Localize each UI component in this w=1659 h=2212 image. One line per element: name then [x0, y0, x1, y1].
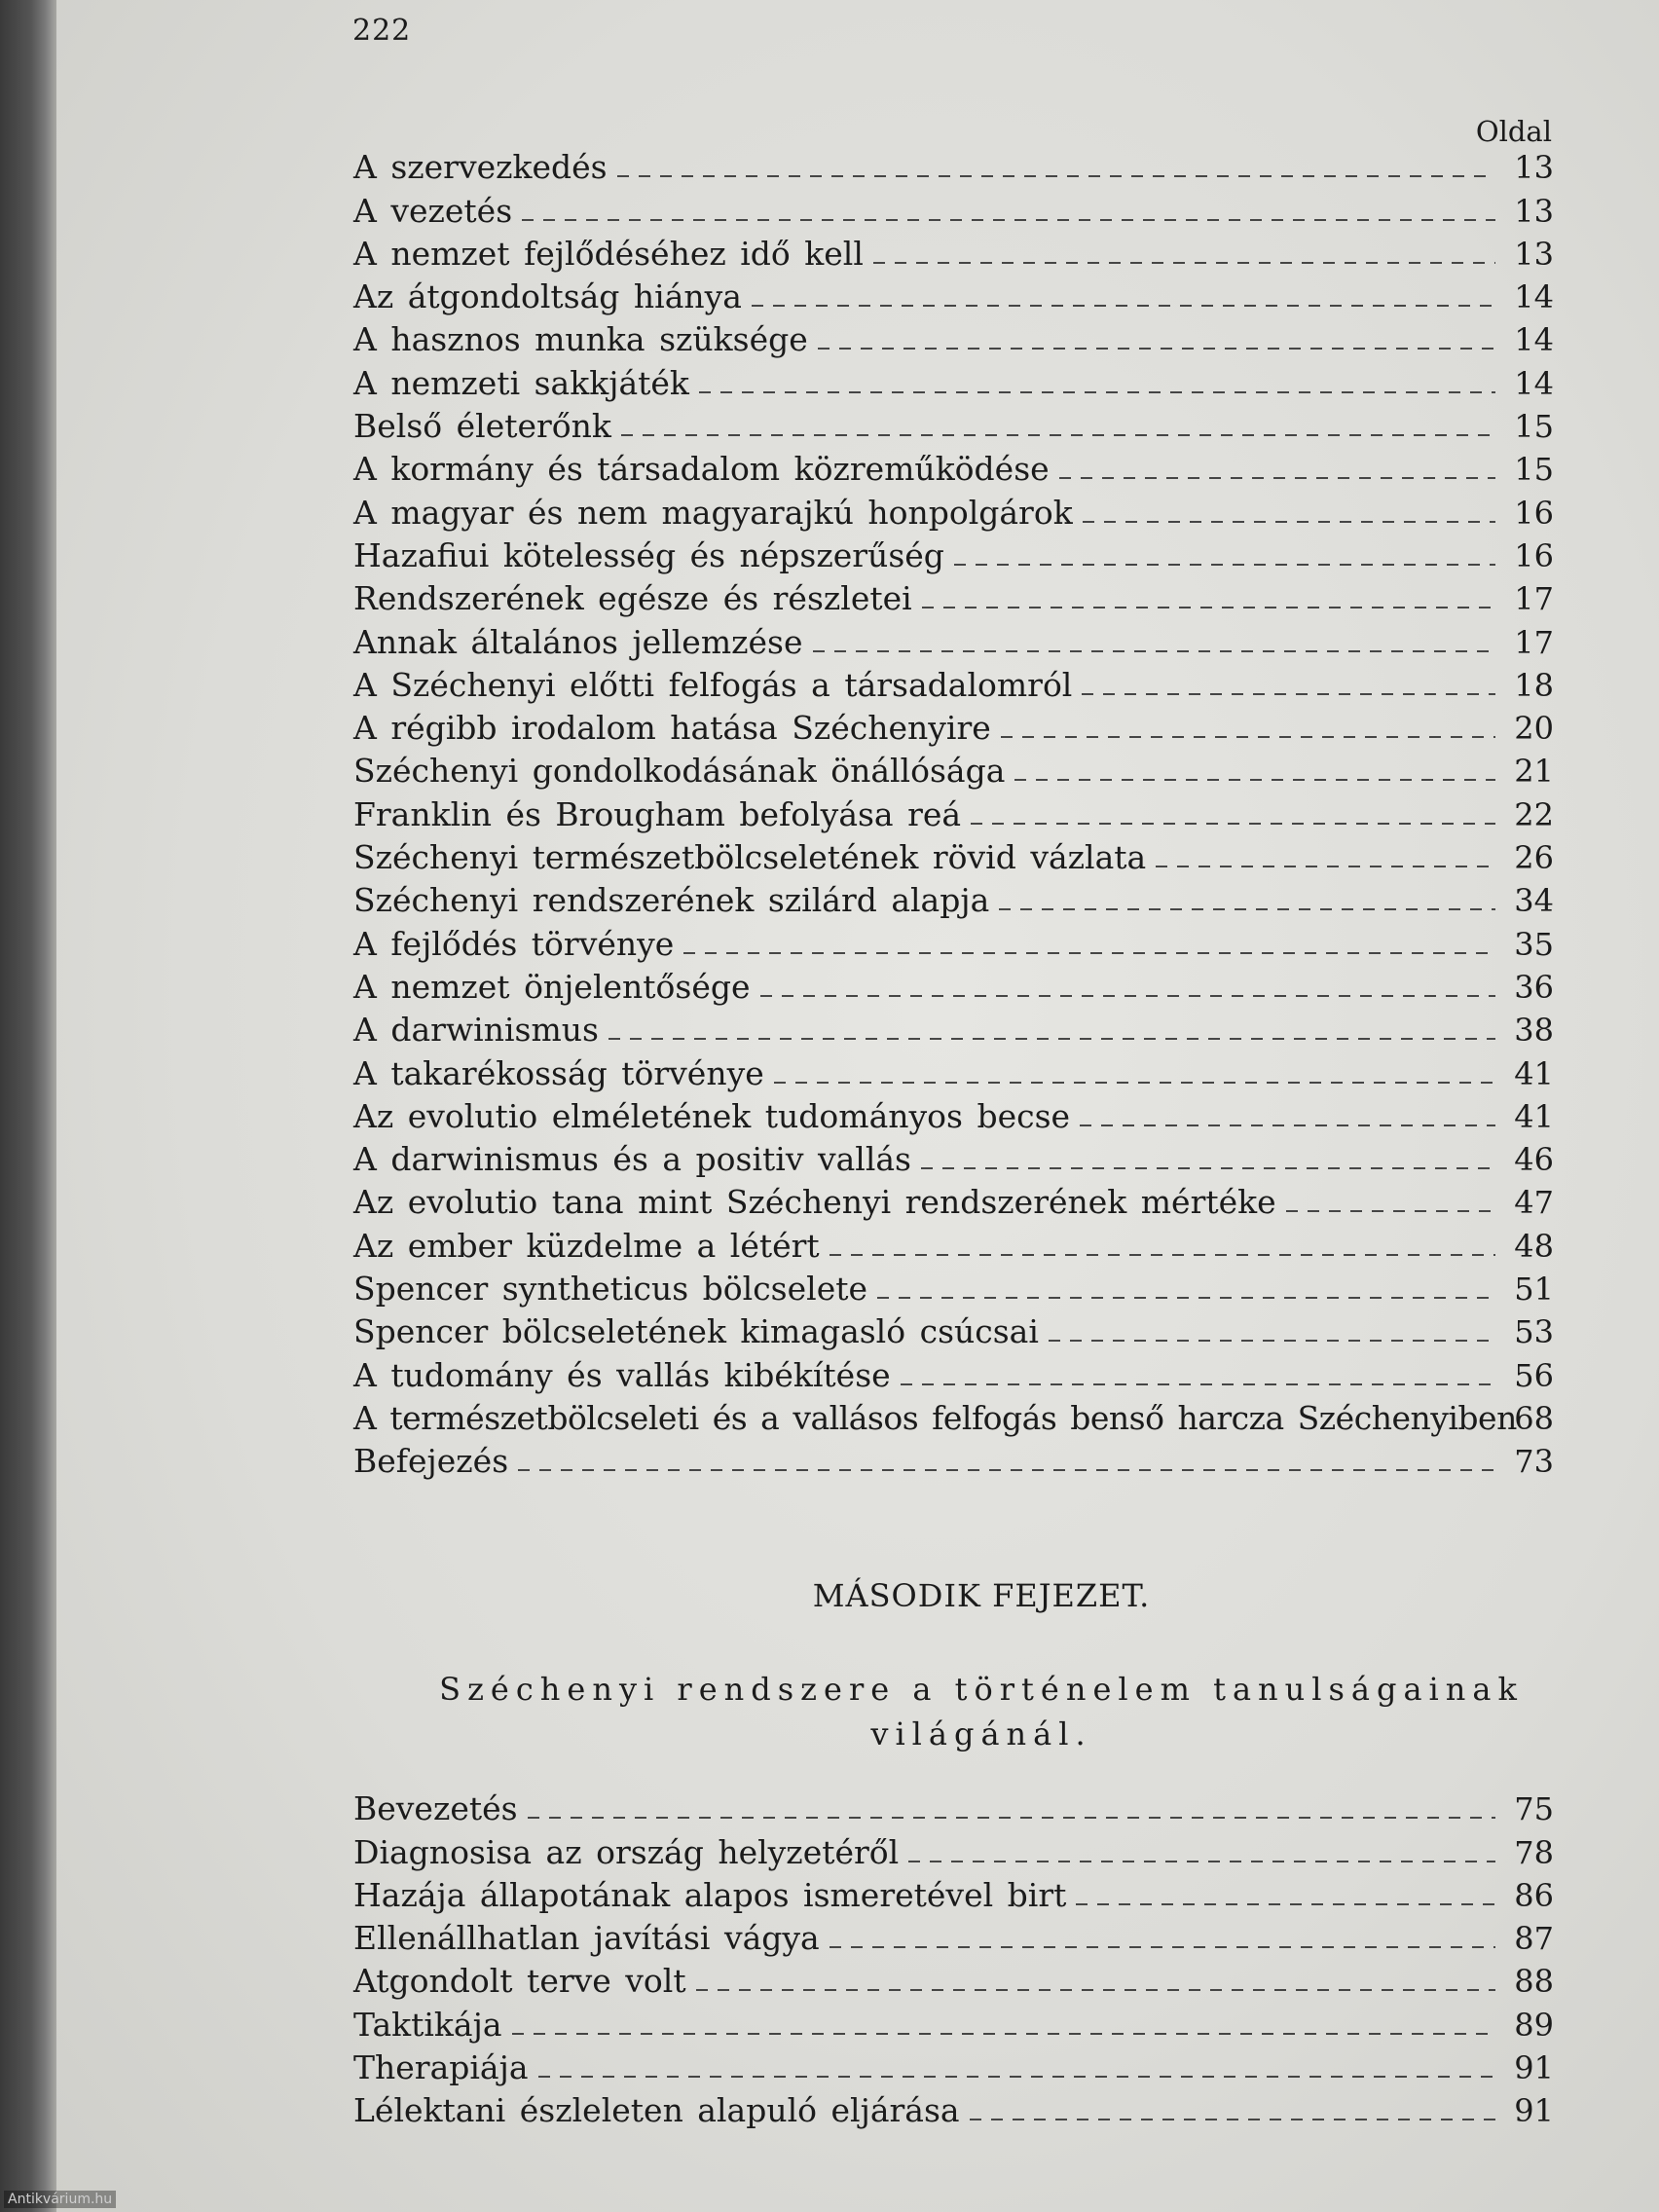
toc-entry-page: 56 [1514, 1356, 1554, 1394]
toc-entry-title: Az evolutio tana mint Széchenyi rendszerének mértéke [353, 1183, 1276, 1222]
toc-leader-dashes [538, 2076, 1495, 2078]
toc-entry-title: Franklin és Brougham befolyása reá [353, 794, 962, 833]
toc-leader-dashes [901, 1383, 1495, 1385]
toc-entry-title: Atgondolt terve volt [353, 1962, 686, 2001]
toc-leader-dashes [699, 391, 1495, 393]
toc-leader-dashes [970, 2119, 1495, 2120]
toc-entry [353, 1788, 1554, 1830]
toc-entry-page: 21 [1514, 753, 1554, 791]
toc-leader-dashes [528, 1817, 1495, 1819]
toc-entry-page: 88 [1514, 1963, 1554, 2001]
toc-leader-dashes [752, 305, 1495, 307]
toc-list-first [353, 146, 1554, 1483]
toc-entry [353, 1051, 1554, 1094]
toc-entry [353, 1310, 1554, 1353]
toc-entry-title: Az átgondoltság hiánya [353, 277, 742, 316]
toc-leader-dashes [922, 607, 1495, 608]
toc-entry [353, 707, 1554, 750]
toc-entry-title: Befejezés [353, 1442, 509, 1481]
toc-leader-dashes [1156, 866, 1495, 867]
toc-leader-dashes [818, 348, 1495, 350]
toc-entry-page: 13 [1514, 149, 1554, 187]
toc-entry-title: A Széchenyi előtti felfogás a társadalomról [353, 665, 1073, 704]
toc-entry-page: 47 [1514, 1184, 1554, 1222]
toc-entry-title: Az ember küzdelme a létért [353, 1226, 820, 1265]
toc-leader-dashes [1001, 736, 1495, 738]
toc-entry-page: 14 [1514, 364, 1554, 402]
toc-list-second [353, 1788, 1554, 2132]
toc-entry-page: 87 [1514, 1920, 1554, 1958]
toc-entry-title: Taktikája [353, 2005, 502, 2044]
toc-entry-page: 75 [1514, 1790, 1554, 1828]
toc-entry [353, 405, 1554, 448]
toc-leader-dashes [999, 908, 1495, 910]
toc-leader-dashes [1076, 1903, 1495, 1905]
toc-entry-page: 41 [1514, 1097, 1554, 1135]
toc-leader-dashes [621, 434, 1495, 436]
toc-entry [353, 189, 1554, 232]
chapter-subtitle [353, 1667, 1609, 1756]
toc-entry-page: 51 [1514, 1271, 1554, 1309]
toc-entry-title: A nemzet önjelentősége [353, 967, 751, 1006]
toc-entry-title: Hazája állapotának alapos ismeretével birt [353, 1875, 1067, 1914]
toc-entry [353, 1224, 1554, 1267]
toc-entry [353, 664, 1554, 707]
toc-entry-title: Széchenyi gondolkodásának önállósága [353, 752, 1006, 791]
toc-leader-dashes [1059, 477, 1495, 479]
toc-entry-page: 48 [1514, 1227, 1554, 1265]
toc-entry-page: 68 [1514, 1399, 1554, 1437]
toc-entry-title: Hazafiui kötelesség és népszerűség [353, 535, 944, 574]
toc-entry [353, 318, 1554, 361]
toc-entry-page: 15 [1514, 451, 1554, 489]
page-number: 222 [352, 14, 412, 48]
toc-entry [353, 1397, 1554, 1440]
toc-leader-dashes [518, 1469, 1495, 1471]
toc-entry-page: 20 [1514, 710, 1554, 748]
toc-entry-page: 15 [1514, 408, 1554, 446]
toc-entry-title: Széchenyi rendszerének szilárd alapja [353, 881, 990, 920]
toc-entry [353, 1440, 1554, 1483]
toc-leader-dashes [830, 1254, 1495, 1256]
toc-leader-dashes [1080, 1124, 1495, 1126]
toc-entry-title: Széchenyi természetbölcseletének rövid vázlata [353, 838, 1147, 877]
toc-entry-title: Therapiája [353, 2048, 529, 2087]
toc-entry-page: 14 [1514, 321, 1554, 359]
toc-entry [353, 793, 1554, 835]
chapter-heading: MÁSODIK FEJEZET. [812, 1577, 1151, 1614]
toc-entry-page: 41 [1514, 1054, 1554, 1092]
toc-leader-dashes [971, 823, 1495, 825]
toc-entry-page: 53 [1514, 1313, 1554, 1351]
toc-leader-dashes [921, 1167, 1495, 1169]
toc-leader-dashes [760, 995, 1495, 997]
toc-entry-title: A darwinismus és a positiv vallás [353, 1140, 911, 1179]
toc-entry-page: 14 [1514, 278, 1554, 316]
toc-entry [353, 1917, 1554, 1960]
toc-entry-page: 22 [1514, 795, 1554, 833]
toc-entry-title: A természetbölcseleti és a vallásos felfogás benső harcza Széchenyiben [353, 1398, 1517, 1437]
toc-entry-page: 89 [1514, 2006, 1554, 2044]
toc-leader-dashes [877, 1297, 1495, 1299]
toc-entry [353, 750, 1554, 793]
toc-entry-page: 38 [1514, 1012, 1554, 1050]
toc-entry [353, 2089, 1554, 2132]
toc-entry [353, 879, 1554, 922]
toc-entry-page: 17 [1514, 623, 1554, 661]
toc-entry [353, 1138, 1554, 1181]
toc-leader-dashes [522, 219, 1495, 221]
toc-entry [353, 276, 1554, 318]
toc-entry-page: 91 [1514, 2092, 1554, 2130]
toc-leader-dashes [830, 1946, 1495, 1948]
toc-entry [353, 1353, 1554, 1396]
watermark: Antikvárium.hu [4, 2191, 116, 2208]
toc-entry-title: A tudomány és vallás kibékítése [353, 1355, 891, 1394]
toc-leader-dashes [1286, 1210, 1495, 1212]
toc-leader-dashes [608, 1038, 1495, 1040]
toc-entry-title: Ellenállhatlan javítási vágya [353, 1919, 820, 1958]
toc-entry [353, 966, 1554, 1009]
toc-entry [353, 1874, 1554, 1917]
toc-entry [353, 1181, 1554, 1224]
toc-entry-title: A hasznos munka szüksége [353, 320, 808, 359]
page-column-label: Oldal [1475, 115, 1552, 148]
toc-entry-title: A vezetés [353, 191, 513, 230]
toc-entry-title: A nemzeti sakkjáték [353, 363, 689, 402]
toc-leader-dashes [1014, 779, 1495, 781]
toc-leader-dashes [774, 1082, 1495, 1084]
toc-entry [353, 577, 1554, 620]
toc-entry-title: Annak általános jellemzése [353, 622, 803, 661]
chapter-subtitle-line1: Széchenyi rendszere a történelem tanulságainak [439, 1671, 1524, 1708]
toc-entry-title: A kormány és társadalom közreműködése [353, 450, 1050, 489]
toc-entry-title: A régibb irodalom hatása Széchenyire [353, 709, 991, 748]
toc-entry [353, 620, 1554, 663]
toc-entry-page: 36 [1514, 968, 1554, 1006]
toc-leader-dashes [1083, 521, 1495, 523]
toc-entry-title: Lélektani észleleten alapuló eljárása [353, 2091, 960, 2130]
toc-leader-dashes [696, 1989, 1495, 1991]
toc-entry [353, 1009, 1554, 1051]
toc-leader-dashes [683, 952, 1495, 954]
toc-entry-page: 16 [1514, 494, 1554, 532]
toc-entry-title: Bevezetés [353, 1789, 518, 1828]
toc-entry-page: 46 [1514, 1141, 1554, 1179]
toc-entry-title: A nemzet fejlődéséhez idő kell [353, 234, 864, 273]
toc-entry [353, 1830, 1554, 1873]
toc-entry-page: 34 [1514, 882, 1554, 920]
toc-leader-dashes [813, 650, 1495, 652]
toc-leader-dashes [954, 564, 1495, 566]
toc-entry-title: Belső életerőnk [353, 407, 611, 446]
toc-entry [353, 836, 1554, 879]
toc-entry-page: 26 [1514, 839, 1554, 877]
toc-entry [353, 448, 1554, 491]
toc-leader-dashes [512, 2033, 1495, 2035]
toc-entry [353, 233, 1554, 276]
toc-entry [353, 1095, 1554, 1138]
toc-entry-title: Diagnosisa az ország helyzetéről [353, 1832, 900, 1871]
toc-entry-page: 16 [1514, 536, 1554, 574]
toc-entry-page: 91 [1514, 2049, 1554, 2087]
toc-entry-page: 78 [1514, 1833, 1554, 1871]
toc-leader-dashes [1049, 1340, 1495, 1342]
toc-entry [353, 491, 1554, 534]
toc-leader-dashes [908, 1861, 1495, 1862]
toc-entry-title: A takarékosság törvénye [353, 1053, 764, 1092]
toc-entry-title: Spencer bölcseletének kimagasló csúcsai [353, 1312, 1039, 1351]
toc-entry [353, 146, 1554, 189]
toc-entry-title: Rendszerének egésze és részletei [353, 579, 912, 618]
toc-leader-dashes [1082, 693, 1495, 695]
toc-entry-page: 73 [1514, 1443, 1554, 1481]
book-binding [0, 0, 56, 2212]
toc-entry-page: 13 [1514, 192, 1554, 230]
chapter-subtitle-line2: világánál. [870, 1715, 1092, 1752]
toc-entry-title: A szervezkedés [353, 148, 608, 187]
toc-entry-title: Az evolutio elméletének tudományos becse [353, 1096, 1071, 1135]
toc-entry-page: 17 [1514, 580, 1554, 618]
toc-entry-title: Spencer syntheticus bölcselete [353, 1270, 868, 1309]
toc-entry [353, 922, 1554, 965]
toc-entry-page: 35 [1514, 925, 1554, 963]
toc-entry [353, 2046, 1554, 2089]
toc-entry-title: A magyar és nem magyarajkú honpolgárok [353, 493, 1073, 532]
toc-entry-page: 86 [1514, 1876, 1554, 1914]
toc-entry-title: A darwinismus [353, 1011, 599, 1050]
toc-entry [353, 361, 1554, 404]
toc-leader-dashes [873, 262, 1495, 264]
toc-entry-page: 18 [1514, 666, 1554, 704]
toc-entry [353, 2003, 1554, 2046]
toc-entry [353, 535, 1554, 577]
toc-entry [353, 1960, 1554, 2003]
toc-entry [353, 1268, 1554, 1310]
toc-entry-page: 13 [1514, 235, 1554, 273]
toc-entry-title: A fejlődés törvénye [353, 924, 675, 963]
toc-leader-dashes [617, 175, 1495, 177]
